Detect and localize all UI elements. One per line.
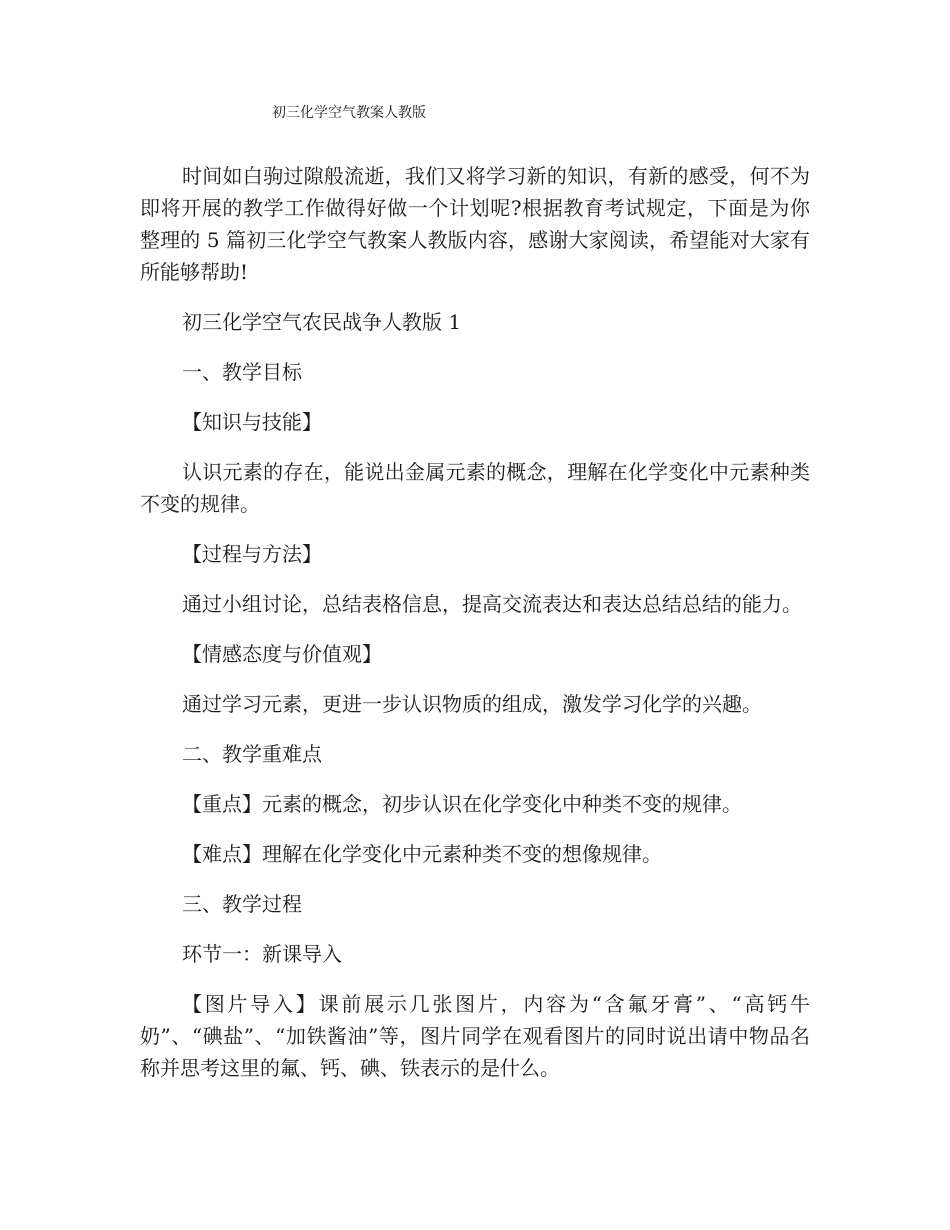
intro-paragraph: 时间如白驹过隙般流逝，我们又将学习新的知识，有新的感受，何不为即将开展的教学工作做得好做一个计划呢?根据教育考试规定，下面是为你整理的 5 篇初三化学空气教案人教版内容，感谢大家阅读，希望能对大家有所能够帮助! (140, 164, 810, 284)
paragraph-key-point: 【重点】元素的概念，初步认识在化学变化中种类不变的规律。 (182, 792, 742, 816)
section-heading-objectives: 一、教学目标 (182, 360, 302, 384)
document-body (140, 160, 810, 1102)
paragraph-process-method: 通过小组讨论，总结表格信息，提高交流表达和表达总结总结的能力。 (182, 592, 802, 616)
lesson-title: 初三化学空气农民战争人教版 1 (182, 310, 462, 334)
header-title: 初三化学空气教案人教版 (272, 105, 426, 121)
paragraph-picture-intro: 【图片导入】课前展示几张图片，内容为“含氟牙膏”、“高钙牛奶”、“碘盐”、“加铁酱油”等，图片同学在观看图片的同时说出请中物品名称并思考这里的氟、钙、碘、铁表示的是什么。 (140, 992, 810, 1080)
section-heading-key-points: 二、教学重难点 (182, 742, 322, 766)
paragraph-emotion-values: 通过学习元素，更进一步认识物质的组成，激发学习化学的兴趣。 (182, 692, 762, 716)
subheading-process-method: 【过程与方法】 (182, 542, 322, 566)
subheading-step-one: 环节一：新课导入 (182, 942, 342, 966)
subheading-knowledge-skills: 【知识与技能】 (182, 410, 322, 434)
paragraph-knowledge-skills: 认识元素的存在，能说出金属元素的概念，理解在化学变化中元素种类不变的规律。 (140, 460, 810, 516)
paragraph-difficult-point: 【难点】理解在化学变化中元素种类不变的想像规律。 (182, 842, 662, 866)
section-heading-process: 三、教学过程 (182, 892, 302, 916)
subheading-emotion-values: 【情感态度与价值观】 (182, 642, 382, 666)
